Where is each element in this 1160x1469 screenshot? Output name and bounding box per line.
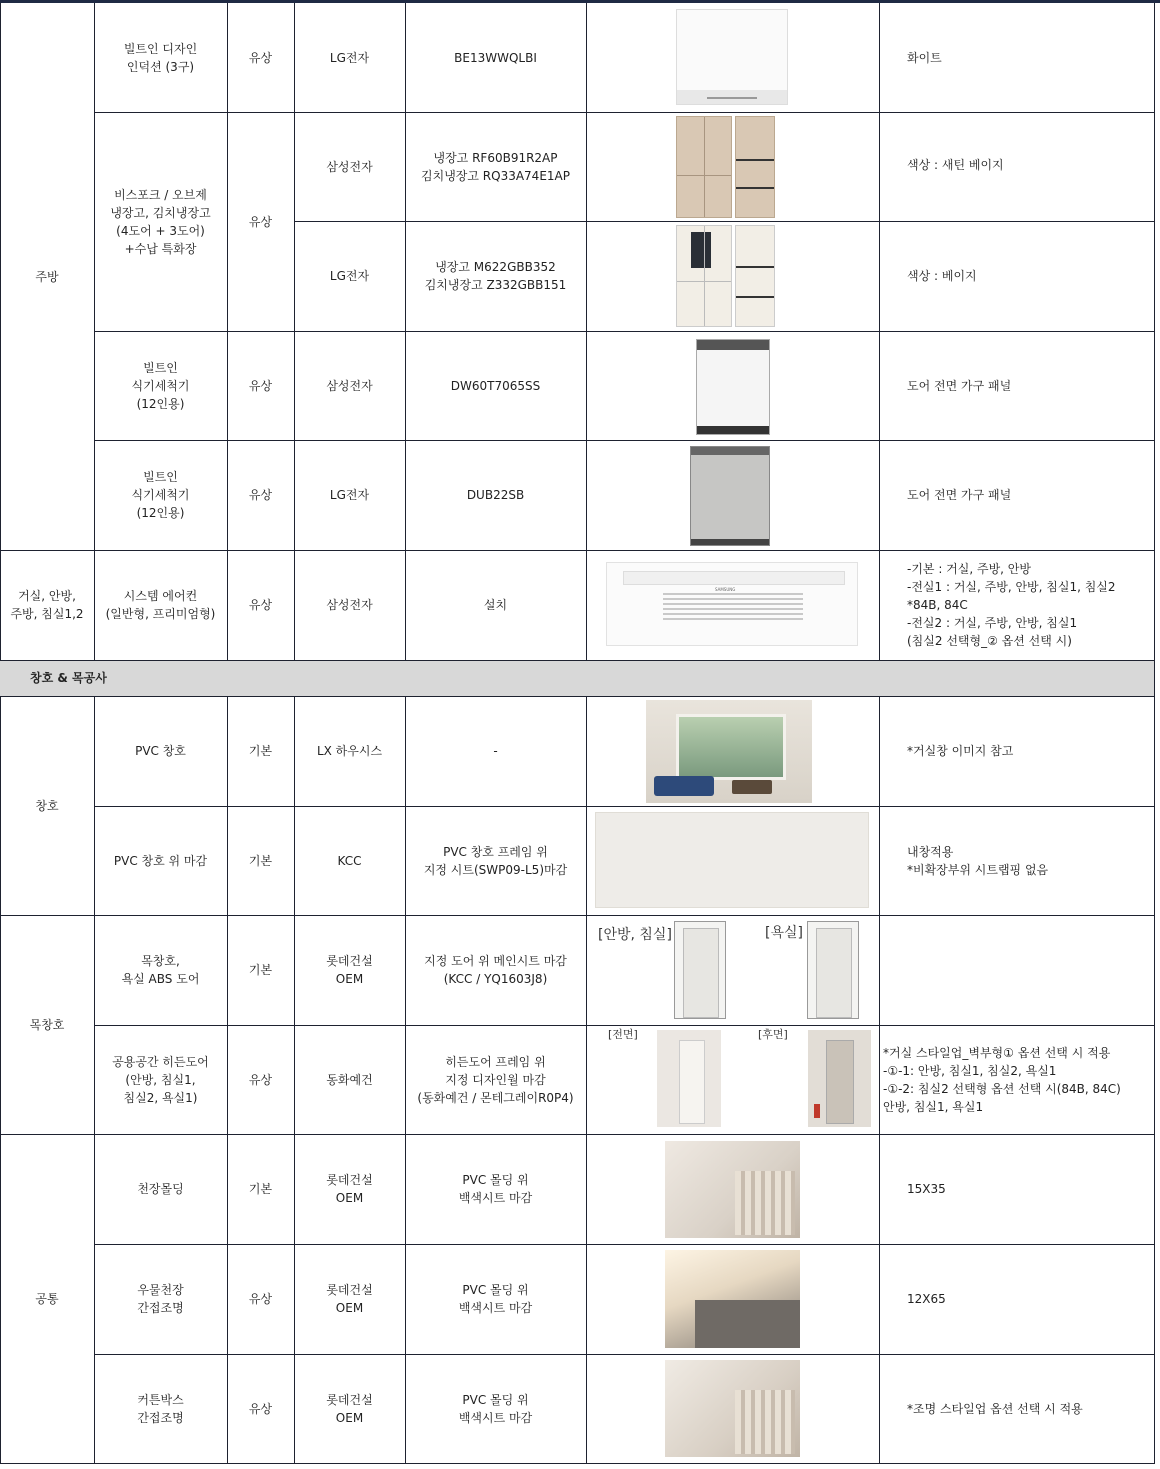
- brand: LX 하우시스: [316, 744, 383, 758]
- model: PVC 몰딩 위 백색시트 마감: [458, 1392, 533, 1425]
- category-common: 공통: [35, 1291, 59, 1306]
- category-kitchen: 주방: [35, 269, 59, 284]
- model: -: [493, 744, 498, 758]
- item-name: 목창호, 욕실 ABS 도어: [121, 954, 200, 986]
- indirect-lighting-image: [665, 1250, 800, 1348]
- hidden-door-back-image: [808, 1030, 871, 1127]
- samsung-dishwasher-image: [696, 339, 770, 435]
- system-ac-image: [606, 562, 858, 646]
- option-type: 유상: [248, 1072, 273, 1087]
- item-name: 비스포크 / 오브제 냉장고, 김치냉장고 (4도어 + 3도어) +수납 특화장: [110, 187, 211, 256]
- model: 히든도어 프레임 위 지정 디자인월 마감 (동화예건 / 몬테그레이R0P4): [417, 1054, 574, 1105]
- note: 도어 전면 가구 패널: [907, 488, 1012, 502]
- option-type: 유상: [248, 1401, 273, 1416]
- option-type: 기본: [248, 963, 273, 977]
- model: DW60T7065SS: [450, 378, 541, 393]
- option-type: 유상: [248, 488, 273, 502]
- caption-right: [후면]: [758, 1028, 788, 1041]
- brand: 롯데건설 OEM: [326, 1392, 373, 1425]
- brand: LG전자: [329, 50, 370, 65]
- note: 색상 : 베이지: [907, 269, 977, 283]
- lg-dishwasher-image: [690, 446, 770, 546]
- room-door-image: [674, 921, 726, 1019]
- category-windows: 창호: [35, 798, 59, 813]
- caption-left: [전면]: [608, 1028, 638, 1041]
- note: *거실 스타일업_벽부형① 옵션 선택 시 적용 -①-1: 안방, 침실1, 침실2, 욕실1 -①-2: 침실2 선택형 옵션 선택 시(84B, 84C) 안방, 침실1, 욕실1: [883, 1045, 1121, 1114]
- category-wood-doors: 목창호: [29, 1017, 65, 1032]
- item-name: PVC 창호: [135, 744, 186, 758]
- brand-logo: SAMSUNG: [715, 587, 736, 592]
- model: BE13WWQLBI: [454, 50, 537, 65]
- brand: 동화예건: [326, 1072, 373, 1087]
- option-type: 유상: [248, 598, 273, 612]
- option-type: 유상: [248, 50, 273, 65]
- section-header: [0, 660, 1155, 696]
- section-title: 창호 & 목공사: [30, 671, 107, 685]
- note: 내창적용 *비확장부위 시트랩핑 없음: [907, 844, 1049, 877]
- option-type: 유상: [248, 1292, 273, 1306]
- ceiling-molding-image: [665, 1141, 800, 1238]
- note: 색상 : 새틴 베이지: [907, 158, 1004, 172]
- brand: 롯데건설 OEM: [326, 1283, 373, 1315]
- item-name: 시스템 에어컨 (일반형, 프리미엄형): [105, 589, 216, 621]
- note: 15X35: [907, 1182, 946, 1196]
- option-type: 유상: [248, 214, 273, 229]
- option-type: 기본: [248, 744, 273, 758]
- model: 냉장고 M622GBB352 김치냉장고 Z332GBB151: [424, 260, 567, 292]
- caption-left: [안방, 침실]: [598, 927, 672, 943]
- item-name: 우물천장 간접조명: [137, 1283, 184, 1315]
- hidden-door-front-image: [657, 1030, 721, 1127]
- item-name: PVC 창호 위 마감: [113, 853, 208, 868]
- item-name: 빌트인 디자인 인덕션 (3구): [123, 41, 198, 74]
- brand: 롯데건설 OEM: [326, 1173, 373, 1205]
- model: PVC 창호 프레임 위 지정 시트(SWP09-L5)마감: [423, 844, 568, 877]
- brand: 삼성전자: [326, 378, 373, 393]
- brand: 삼성전자: [326, 598, 373, 612]
- model: 설치: [483, 598, 508, 612]
- note: *조명 스타일업 옵션 선택 시 적용: [907, 1401, 1083, 1416]
- item-name: 빌트인 식기세척기 (12인용): [131, 470, 190, 520]
- brand: LG전자: [329, 488, 370, 502]
- brand: LG전자: [329, 269, 370, 283]
- brand: 롯데건설 OEM: [326, 954, 373, 986]
- note: 12X65: [907, 1292, 946, 1306]
- model: PVC 몰딩 위 백색시트 마감: [458, 1173, 533, 1205]
- samsung-kimchi-fridge-image: [735, 116, 775, 218]
- model: PVC 몰딩 위 백색시트 마감: [458, 1283, 533, 1315]
- note: -기본 : 거실, 주방, 안방 -전실1 : 거실, 주방, 안방, 침실1, 침실2 *84B, 84C -전실2 : 거실, 주방, 안방, 침실1 (침실2 선택형_② 옵션 선택 시): [907, 562, 1116, 648]
- item-name: 커튼박스 간접조명: [137, 1392, 184, 1425]
- category-ac-area: 거실, 안방, 주방, 침실1,2: [10, 589, 84, 621]
- note: 화이트: [907, 50, 942, 65]
- curtain-box-image: [665, 1360, 800, 1457]
- bath-door-image: [807, 921, 859, 1019]
- caption-right: [욕실]: [765, 925, 803, 941]
- option-type: 유상: [248, 378, 273, 393]
- note: 도어 전면 가구 패널: [907, 378, 1012, 393]
- item-name: 빌트인 식기세척기 (12인용): [131, 360, 190, 411]
- model: 냉장고 RF60B91R2AP 김치냉장고 RQ33A74E1AP: [421, 150, 570, 183]
- model: DUB22SB: [466, 488, 525, 502]
- option-type: 기본: [248, 853, 273, 868]
- lg-kimchi-fridge-image: [735, 225, 775, 327]
- sheet-texture-image: [595, 812, 869, 908]
- living-room-window-image: [646, 700, 812, 803]
- note: [879, 915, 1155, 1025]
- brand: KCC: [337, 853, 362, 868]
- note: *거실창 이미지 참고: [907, 744, 1014, 758]
- item-name: 천장몰딩: [137, 1182, 184, 1196]
- item-name: 공용공간 히든도어 (안방, 침실1, 침실2, 욕실1): [112, 1054, 209, 1105]
- lg-fridge-image: [676, 225, 732, 327]
- induction-image: [676, 9, 788, 105]
- brand: 삼성전자: [326, 159, 373, 174]
- model: 지정 도어 위 메인시트 마감 (KCC / YQ1603J8): [424, 954, 567, 986]
- option-type: 기본: [248, 1182, 273, 1196]
- samsung-fridge-image: [676, 116, 732, 218]
